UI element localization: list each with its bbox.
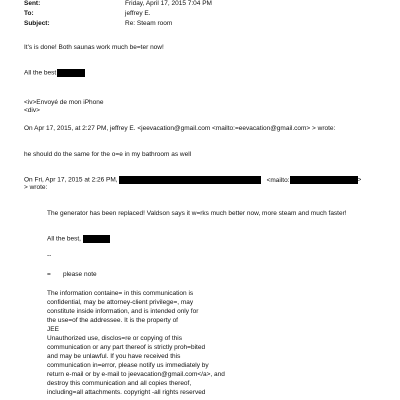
mailto-text: <mailto:: [266, 176, 290, 184]
bullet-marker: =: [47, 271, 51, 278]
subject-value: Re: Steam room: [125, 20, 173, 27]
disclaimer-line: The information containe= in this communication is: [47, 290, 194, 297]
disclaimer-line: destroy this communication and all copies thereof,: [47, 380, 192, 387]
redaction-box: [57, 69, 85, 77]
quoted-date-text: On Fri, Apr 17, 2015 at 2:26 PM,: [24, 176, 118, 184]
quoted-header-2: [24, 176, 361, 185]
disclaimer-line: return e-mail or by e-mail to jeevacation@gmail.com</a>, and: [47, 371, 225, 378]
please-note-text: please note: [63, 271, 97, 278]
disclaimer-line: Unauthorized use, disclos=re or copying of this: [47, 335, 182, 342]
signoff-text: All the best: [24, 69, 57, 77]
sent-value: Friday, April 17, 2015 7:04 PM: [125, 0, 212, 7]
signature-separator: --: [47, 252, 52, 259]
redaction-box: [119, 176, 261, 184]
body-line-div: <div>: [24, 107, 40, 114]
to-label: To:: [24, 10, 34, 17]
disclaimer-line: constitute inside information, and is intended only for: [47, 308, 199, 315]
body-line-generator: The generator has been replaced! Valdson says it w=rks much better now, more steam and much faster!: [47, 210, 347, 217]
disclaimer-line: confidential, may be attorney-client privilege=, may: [47, 299, 194, 306]
quoted-header-1: On Apr 17, 2015, at 2:27 PM, jeffrey E. <jeevacation@gmail.com <mailto:=eevacation@gmail.com> > wrote:: [24, 125, 336, 132]
disclaimer-line: communication in=error, please notify us immediately by: [47, 362, 209, 369]
angle-bracket-text: >: [357, 176, 362, 184]
sent-label: Sent:: [24, 0, 41, 7]
disclaimer-line: JEE: [47, 326, 59, 333]
subject-label: Subject:: [24, 20, 50, 27]
disclaimer-line: including=all attachments. copyright -all rights reserved: [47, 389, 206, 396]
disclaimer-line: the use=of the addressee. It is the property of: [47, 317, 178, 324]
body-line-iphone: <iv>Envoyé de mon iPhone: [24, 99, 104, 106]
body-line-best-2: [47, 235, 110, 244]
redaction-box: [290, 176, 358, 184]
redaction-box: [83, 235, 110, 243]
quoted-wrote: > wrote:: [24, 184, 48, 191]
disclaimer-line: communication or any part thereof is strictly proh=bited: [47, 344, 206, 351]
signoff-text: All the best,: [47, 235, 81, 243]
body-line-best: [24, 69, 85, 78]
disclaimer-line: and may be unlawful. If you have received this: [47, 353, 181, 360]
to-value: jeffrey E.: [125, 10, 151, 17]
body-line-bathroom: he should do the same for the o=e in my bathroom as well: [24, 151, 192, 158]
body-line-done: It's is done! Both saunas work much be=ter now!: [24, 44, 164, 51]
